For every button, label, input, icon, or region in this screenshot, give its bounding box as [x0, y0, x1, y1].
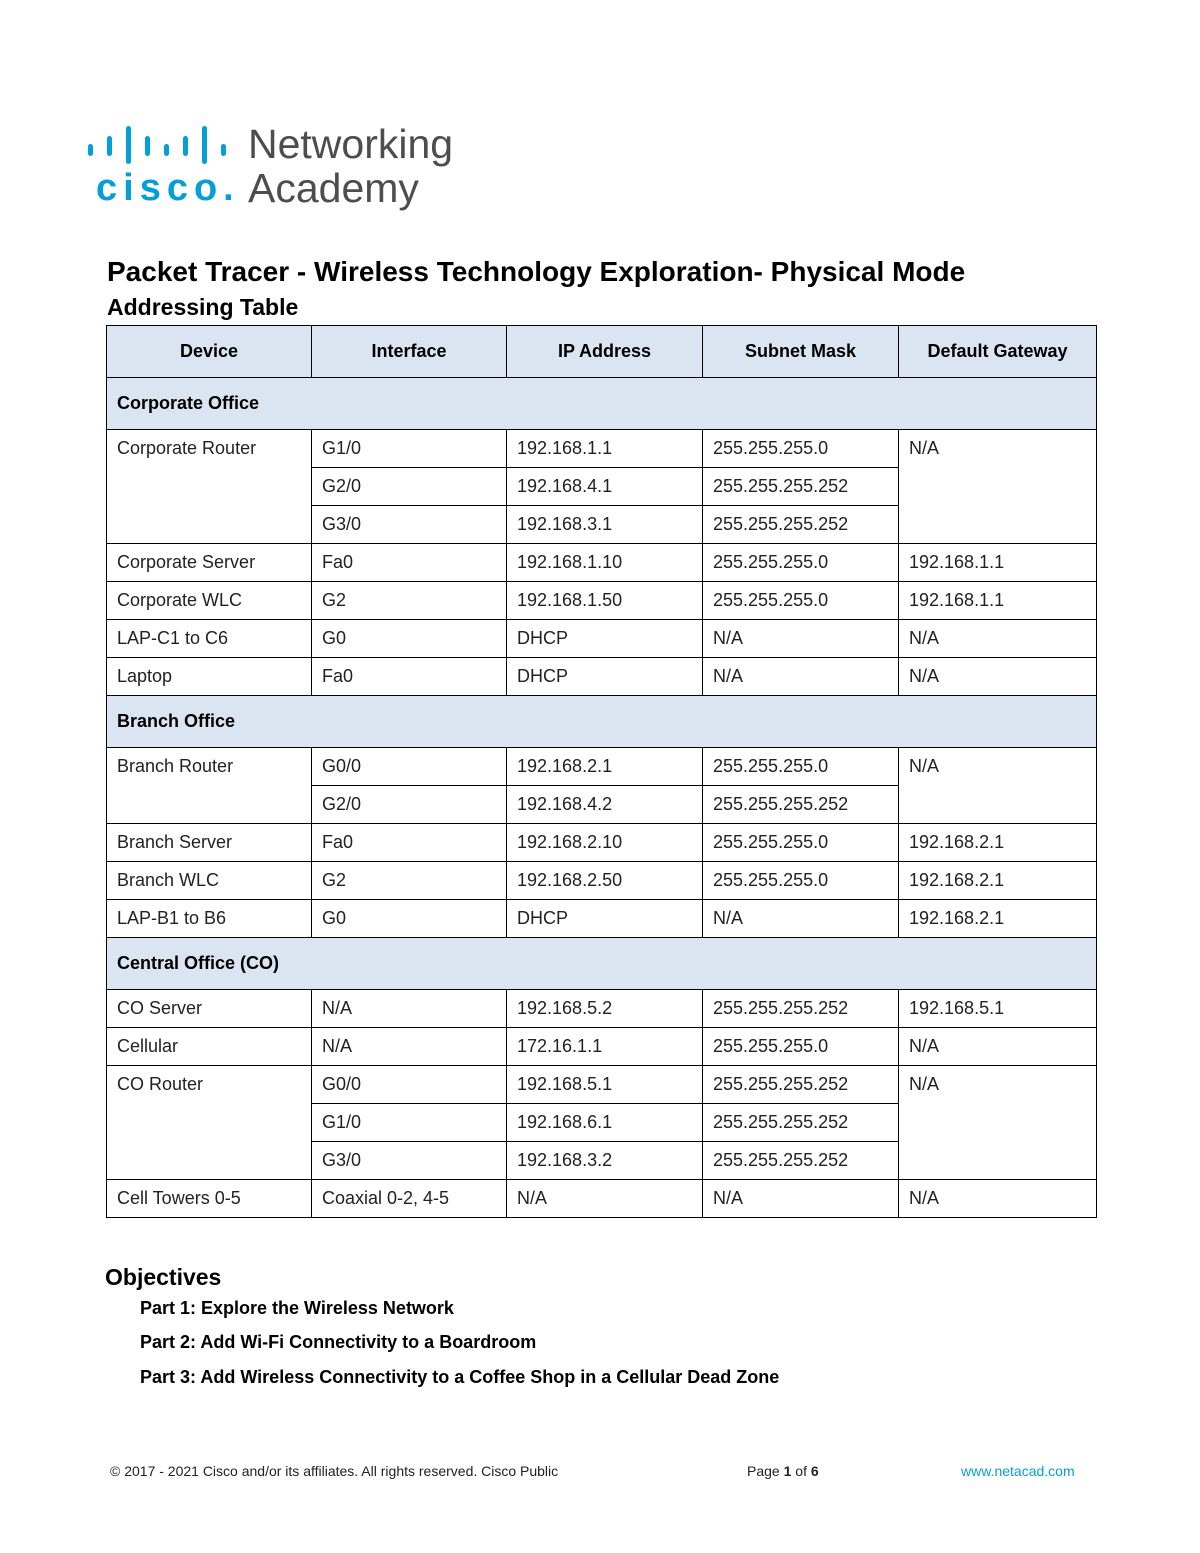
gateway-cell: N/A — [899, 1066, 1097, 1180]
interface-cell: G3/0 — [312, 506, 507, 544]
device-cell: Branch WLC — [107, 862, 312, 900]
table-row — [107, 900, 1097, 938]
cisco-networking-academy-logo — [86, 122, 486, 212]
gateway-cell: N/A — [899, 1180, 1097, 1218]
subnet-mask-cell: 255.255.255.0 — [703, 544, 899, 582]
header-device: Device — [107, 326, 312, 378]
interface-cell: G0/0 — [312, 1066, 507, 1104]
device-cell: CO Server — [107, 990, 312, 1028]
ip-address-cell: 192.168.1.50 — [507, 582, 703, 620]
gateway-cell: N/A — [899, 658, 1097, 696]
subnet-mask-cell: 255.255.255.252 — [703, 990, 899, 1028]
interface-cell: G2 — [312, 582, 507, 620]
interface-cell: Fa0 — [312, 544, 507, 582]
subnet-mask-cell: 255.255.255.252 — [703, 1104, 899, 1142]
subnet-mask-cell: 255.255.255.252 — [703, 468, 899, 506]
subnet-mask-cell: N/A — [703, 658, 899, 696]
ip-address-cell: 192.168.2.1 — [507, 748, 703, 786]
gateway-cell: N/A — [899, 748, 1097, 824]
ip-address-cell: 192.168.2.50 — [507, 862, 703, 900]
footer-copyright: © 2017 - 2021 Cisco and/or its affiliates. All rights reserved. Cisco Public — [110, 1463, 559, 1479]
table-row — [107, 748, 1097, 786]
ip-address-cell: 192.168.6.1 — [507, 1104, 703, 1142]
section-label: Central Office (CO) — [107, 938, 1097, 990]
subnet-mask-cell: 255.255.255.0 — [703, 430, 899, 468]
ip-address-cell: 192.168.1.10 — [507, 544, 703, 582]
section-row — [107, 696, 1097, 748]
interface-cell: Fa0 — [312, 658, 507, 696]
ip-address-cell: 192.168.5.1 — [507, 1066, 703, 1104]
table-row — [107, 544, 1097, 582]
gateway-cell: 192.168.2.1 — [899, 900, 1097, 938]
table-row — [107, 1066, 1097, 1104]
addressing-table-heading: Addressing Table — [107, 294, 299, 320]
cisco-bars-icon — [86, 122, 236, 166]
device-cell: Branch Router — [107, 748, 312, 824]
page-of: of — [791, 1463, 811, 1479]
table-row — [107, 1180, 1097, 1218]
device-cell: LAP-C1 to C6 — [107, 620, 312, 658]
gateway-cell: N/A — [899, 620, 1097, 658]
subnet-mask-cell: 255.255.255.252 — [703, 786, 899, 824]
interface-cell: N/A — [312, 1028, 507, 1066]
device-cell: CO Router — [107, 1066, 312, 1180]
device-cell: Corporate Router — [107, 430, 312, 544]
page-current: 1 — [783, 1463, 792, 1479]
subnet-mask-cell: 255.255.255.252 — [703, 1066, 899, 1104]
interface-cell: G1/0 — [312, 1104, 507, 1142]
header-default-gateway: Default Gateway — [899, 326, 1097, 378]
interface-cell: G2/0 — [312, 786, 507, 824]
gateway-cell: N/A — [899, 430, 1097, 544]
interface-cell: Coaxial 0-2, 4-5 — [312, 1180, 507, 1218]
ip-address-cell: 172.16.1.1 — [507, 1028, 703, 1066]
subnet-mask-cell: N/A — [703, 1180, 899, 1218]
interface-cell: G3/0 — [312, 1142, 507, 1180]
device-cell: Corporate Server — [107, 544, 312, 582]
interface-cell: G2 — [312, 862, 507, 900]
ip-address-cell: 192.168.4.1 — [507, 468, 703, 506]
interface-cell: G1/0 — [312, 430, 507, 468]
header-interface: Interface — [312, 326, 507, 378]
subnet-mask-cell: N/A — [703, 900, 899, 938]
gateway-cell: 192.168.2.1 — [899, 862, 1097, 900]
document-title: Packet Tracer - Wireless Technology Exploration- Physical Mode — [107, 256, 966, 287]
ip-address-cell: 192.168.1.1 — [507, 430, 703, 468]
section-row — [107, 938, 1097, 990]
interface-cell: Fa0 — [312, 824, 507, 862]
subnet-mask-cell: N/A — [703, 620, 899, 658]
subnet-mask-cell: 255.255.255.0 — [703, 582, 899, 620]
subnet-mask-cell: 255.255.255.252 — [703, 506, 899, 544]
section-row — [107, 378, 1097, 430]
header-subnet-mask: Subnet Mask — [703, 326, 899, 378]
table-row — [107, 620, 1097, 658]
ip-address-cell: N/A — [507, 1180, 703, 1218]
table-row — [107, 862, 1097, 900]
section-label: Corporate Office — [107, 378, 1097, 430]
ip-address-cell: 192.168.5.2 — [507, 990, 703, 1028]
logo-academy-text: Academy — [248, 165, 419, 211]
ip-address-cell: 192.168.4.2 — [507, 786, 703, 824]
interface-cell: N/A — [312, 990, 507, 1028]
footer-page-number — [747, 1462, 819, 1480]
ip-address-cell: DHCP — [507, 658, 703, 696]
table-header-row — [107, 326, 1097, 378]
device-cell: Branch Server — [107, 824, 312, 862]
page-prefix: Page — [747, 1463, 784, 1479]
ip-address-cell: DHCP — [507, 900, 703, 938]
table-body — [107, 378, 1097, 1218]
subnet-mask-cell: 255.255.255.0 — [703, 1028, 899, 1066]
table-row — [107, 1028, 1097, 1066]
device-cell: Cellular — [107, 1028, 312, 1066]
device-cell: LAP-B1 to B6 — [107, 900, 312, 938]
gateway-cell: 192.168.2.1 — [899, 824, 1097, 862]
gateway-cell: 192.168.5.1 — [899, 990, 1097, 1028]
ip-address-cell: 192.168.3.1 — [507, 506, 703, 544]
table-row — [107, 658, 1097, 696]
footer-url-link[interactable]: www.netacad.com — [961, 1463, 1075, 1479]
ip-address-cell: 192.168.3.2 — [507, 1142, 703, 1180]
table-row — [107, 430, 1097, 468]
subnet-mask-cell: 255.255.255.0 — [703, 748, 899, 786]
objectives-heading: Objectives — [105, 1264, 222, 1290]
header-ip-address: IP Address — [507, 326, 703, 378]
objective-part-1: Part 1: Explore the Wireless Network — [140, 1298, 454, 1318]
objective-part-2: Part 2: Add Wi-Fi Connectivity to a Boardroom — [140, 1332, 537, 1352]
page-total: 6 — [810, 1463, 819, 1479]
gateway-cell: N/A — [899, 1028, 1097, 1066]
subnet-mask-cell: 255.255.255.0 — [703, 824, 899, 862]
table-row — [107, 990, 1097, 1028]
objective-part-3: Part 3: Add Wireless Connectivity to a Coffee Shop in a Cellular Dead Zone — [140, 1367, 780, 1387]
table-row — [107, 824, 1097, 862]
interface-cell: G2/0 — [312, 468, 507, 506]
device-cell: Corporate WLC — [107, 582, 312, 620]
interface-cell: G0 — [312, 620, 507, 658]
cisco-wordmark: cisco. — [96, 167, 240, 209]
subnet-mask-cell: 255.255.255.252 — [703, 1142, 899, 1180]
device-cell: Cell Towers 0-5 — [107, 1180, 312, 1218]
section-label: Branch Office — [107, 696, 1097, 748]
ip-address-cell: 192.168.2.10 — [507, 824, 703, 862]
subnet-mask-cell: 255.255.255.0 — [703, 862, 899, 900]
addressing-table — [106, 325, 1097, 1218]
gateway-cell: 192.168.1.1 — [899, 582, 1097, 620]
ip-address-cell: DHCP — [507, 620, 703, 658]
interface-cell: G0/0 — [312, 748, 507, 786]
logo-networking-text: Networking — [248, 121, 454, 167]
device-cell: Laptop — [107, 658, 312, 696]
table-row — [107, 582, 1097, 620]
gateway-cell: 192.168.1.1 — [899, 544, 1097, 582]
interface-cell: G0 — [312, 900, 507, 938]
